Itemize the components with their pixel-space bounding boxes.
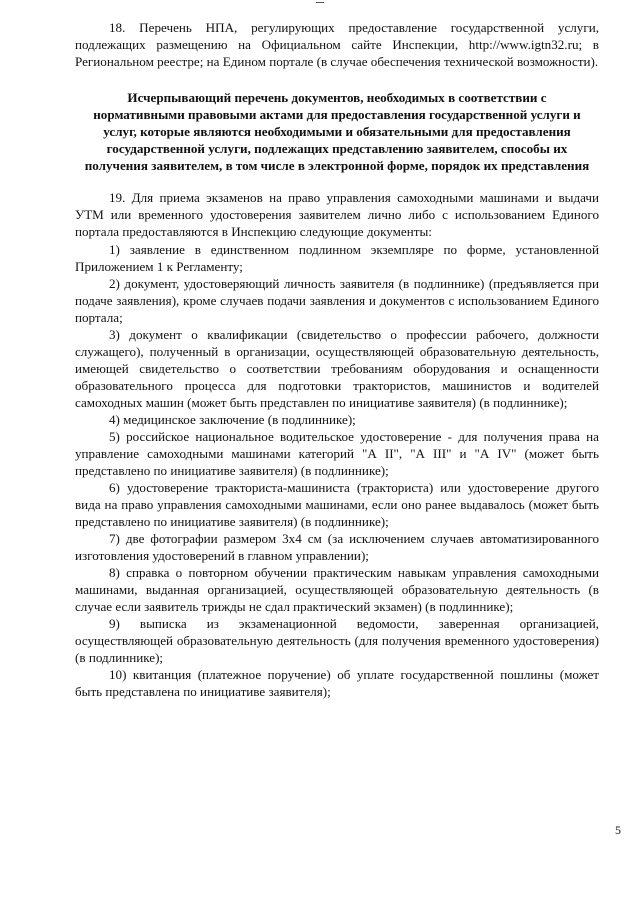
list-item-8: 8) справка о повторном обучении практическим навыкам управления самоходными машинами, выданная организацией, осуществляющей образовательную деятельность (в случае если заявитель трижды не сдал практический экзамен) (в подлиннике); <box>75 565 599 614</box>
section-heading: Исчерпывающий перечень документов, необходимых в соответствии с нормативными правовыми актами для предоставления государственной услуги и услуг, которые являются необходимыми и обязательными для предоставления государственной услуги, подлежащих представлению заявителем, способы их получения заявителем, в том числе в электронной форме, порядок их представления <box>84 90 590 173</box>
list-item-3: 3) документ о квалификации (свидетельство о профессии рабочего, должности служащего), полученный в организации, осуществляющей образовательную деятельность, имеющей свидетельство о соответствии требованиям оборудования и оснащенности образовательного процесса для подготовки трактористов, машинистов и водителей самоходных машин (может быть представлен по инициативе заявителя) (в подлиннике); <box>75 327 599 410</box>
document-body <box>75 19 599 700</box>
list-item-2: 2) документ, удостоверяющий личность заявителя (в подлиннике) (предъявляется при подаче заявления), кроме случаев подачи заявления и документов с использованием Единого портала; <box>75 276 599 325</box>
section-19-paragraph: 19. Для приема экзаменов на право управления самоходными машинами и выдачи УТМ или временного удостоверения заявителем лично либо с использованием Единого портала предоставляются в Инспекцию следующие документы: <box>75 190 599 239</box>
top-mark <box>316 2 324 3</box>
section-18-paragraph: 18. Перечень НПА, регулирующих предоставление государственной услуги, подлежащих размещению на Официальном сайте Инспекции, http://www.igtn32.ru; в Региональном реестре; на Едином портале (в случае обеспечения технической возможности). <box>75 20 599 69</box>
page-number: 5 <box>615 823 621 837</box>
list-item-7: 7) две фотографии размером 3x4 см (за исключением случаев автоматизированного изготовления удостоверений в главном управлении); <box>75 531 599 563</box>
list-item-10: 10) квитанция (платежное поручение) об уплате государственной пошлины (может быть представлена по инициативе заявителя); <box>75 667 599 699</box>
list-item-1: 1) заявление в единственном подлинном экземпляре по форме, установленной Приложением 1 к Регламенту; <box>75 242 599 274</box>
list-item-5: 5) российское национальное водительское удостоверение - для получения права на управление самоходными машинами категорий "А II", "А III" и "А IV" (может быть представлено по инициативе заявителя) (в подлиннике); <box>75 429 599 478</box>
list-item-9: 9) выписка из экзаменационной ведомости, заверенная организацией, осуществляющей образовательную деятельность (для получения временного удостоверения) (в подлиннике); <box>75 616 599 665</box>
list-item-4: 4) медицинское заключение (в подлиннике); <box>109 412 356 427</box>
list-item-6: 6) удостоверение тракториста-машиниста (тракториста) или удостоверение другого вида на право управления самоходными машинами, если оно ранее выдавалось (может быть представлено по инициативе заявителя) (в подлиннике); <box>75 480 599 529</box>
